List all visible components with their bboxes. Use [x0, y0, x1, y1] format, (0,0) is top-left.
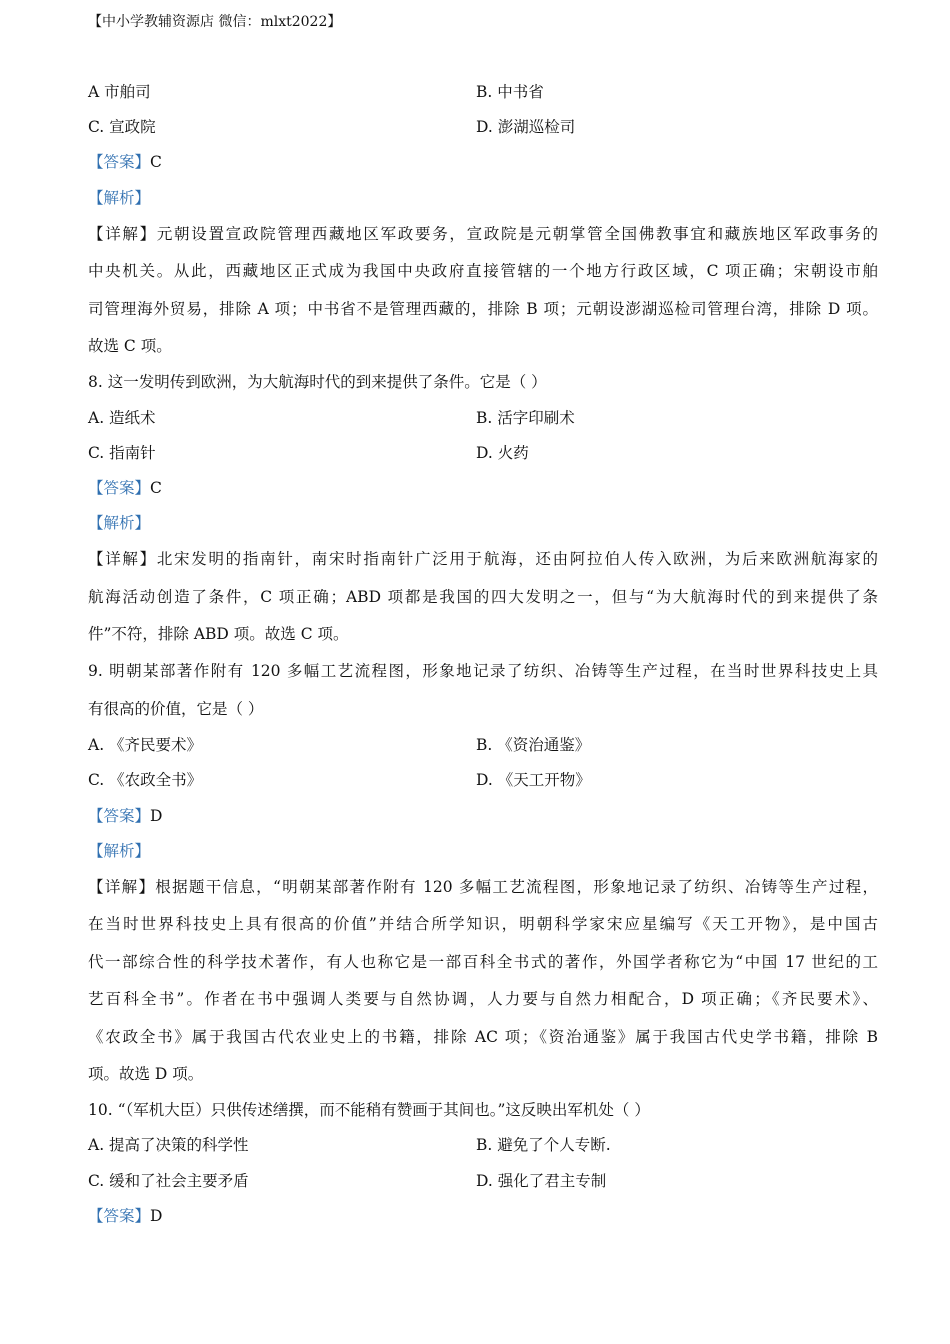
detail-text: 根据题干信息，“明朝某部著作附有 120 多幅工艺流程图，形象地记录了纺织、冶铸等生产过程， — [155, 877, 878, 896]
q10-answer — [88, 1199, 878, 1234]
q9-detail-line: 《农政全书》属于我国古代农业史上的书籍，排除 AC 项；《资治通鉴》属于我国古代史学书籍，排除 B — [88, 1027, 878, 1046]
q8-detail-line: 件”不符，排除 ABD 项。故选 C 项。 — [88, 625, 349, 644]
q8-analysis-heading — [88, 506, 878, 541]
q9-options-row-2 — [88, 763, 878, 798]
answer-tag: 【答案】 — [88, 806, 151, 825]
q9-option-b: B. 《资治通鉴》 — [476, 736, 591, 755]
q7-answer — [88, 145, 878, 180]
q9-detail-line: 代一部综合性的科学技术著作，有人也称它是一部百科全书式的著作，外国学者称它为“中国 17 世纪的工 — [88, 952, 878, 971]
analysis-tag: 【解析】 — [88, 514, 151, 533]
q7-options-row-1 — [88, 75, 878, 110]
detail-tag: 【详解】 — [88, 550, 157, 569]
q8-option-d: D. 火药 — [476, 443, 529, 462]
q8-detail-line: 航海活动创造了条件，C 项正确；ABD 项都是我国的四大发明之一，但与“为大航海时代的到来提供了条 — [88, 587, 878, 606]
q9-options-row-1 — [88, 728, 878, 763]
q8-stem: 8. 这一发明传到欧洲，为大航海时代的到来提供了条件。它是（ ） — [88, 373, 547, 392]
q7-option-b: B. 中书省 — [476, 83, 544, 101]
q10-options-row-1 — [88, 1128, 878, 1163]
q9-detail-line: 艺百科全书”。作者在书中强调人类要与自然协调，人力要与自然力相配合，D 项正确；《齐民要术》、 — [88, 990, 878, 1009]
q8-option-a: A. 造纸术 — [88, 408, 156, 427]
detail-text: 元朝设置宣政院管理西藏地区军政要务，宣政院是元朝掌管全国佛教事宜和藏族地区军政事务的 — [156, 224, 878, 243]
q7-analysis-heading — [88, 181, 878, 216]
q8-answer — [88, 471, 878, 506]
q9-stem-line: 有很高的价值，它是（ ） — [88, 699, 264, 718]
q9-detail-line: 在当时世界科技史上具有很高的价值”并结合所学知识，明朝科学家宋应星编写《天工开物》，是中国古 — [88, 915, 878, 934]
q9-analysis-heading — [88, 834, 878, 869]
q10-option-a: A. 提高了决策的科学性 — [88, 1136, 249, 1155]
q8-options-row-2 — [88, 436, 878, 471]
answer-value: C — [150, 478, 162, 497]
q9-option-c: C. 《农政全书》 — [88, 771, 203, 790]
answer-value: C — [150, 153, 162, 172]
q9-option-a: A. 《齐民要术》 — [88, 736, 203, 755]
q7-option-c: C. 宣政院 — [88, 118, 156, 137]
document-body — [88, 75, 878, 1234]
q10-stem: 10. “（军机大臣）只供传述缮撰，而不能稍有赞画于其间也。”这反映出军机处（ ） — [88, 1101, 650, 1120]
q10-option-c: C. 缓和了社会主要矛盾 — [88, 1171, 249, 1190]
q7-detail-line: 中央机关。从此，西藏地区正式成为我国中央政府直接管辖的一个地方行政区域，C 项正确；宋朝设市舶 — [88, 262, 878, 281]
analysis-tag: 【解析】 — [88, 188, 151, 207]
q10-option-b: B. 避免了个人专断. — [476, 1136, 611, 1155]
q9-detail-line: 项。故选 D 项。 — [88, 1064, 204, 1083]
q8-options-row-1 — [88, 401, 878, 436]
q7-option-a: A 市舶司 — [88, 83, 151, 101]
detail-tag: 【详解】 — [88, 224, 157, 243]
answer-tag: 【答案】 — [88, 1206, 151, 1225]
analysis-tag: 【解析】 — [88, 841, 151, 860]
answer-tag: 【答案】 — [88, 478, 151, 497]
answer-value: D — [150, 1206, 163, 1225]
answer-tag: 【答案】 — [88, 153, 151, 172]
detail-text: 北宋发明的指南针，南宋时指南针广泛用于航海，还由阿拉伯人传入欧洲，为后来欧洲航海家的 — [156, 550, 878, 569]
q7-option-d: D. 澎湖巡检司 — [476, 118, 576, 137]
q7-detail-line: 故选 C 项。 — [88, 336, 172, 355]
q8-detail-line — [88, 541, 878, 578]
q8-option-b: B. 活字印刷术 — [476, 408, 575, 427]
q10-options-row-2 — [88, 1164, 878, 1199]
q10-option-d: D. 强化了君主专制 — [476, 1171, 607, 1190]
page-header: 【中小学教辅资源店 微信：mlxt2022】 — [88, 14, 342, 30]
q8-option-c: C. 指南针 — [88, 443, 156, 462]
q7-options-row-2 — [88, 110, 878, 145]
detail-tag: 【详解】 — [88, 877, 156, 896]
q7-detail-line — [88, 216, 878, 253]
q7-detail-line: 司管理海外贸易，排除 A 项；中书省不是管理西藏的，排除 B 项；元朝设澎湖巡检司管理台湾，排除 D 项。 — [88, 299, 878, 318]
q9-detail-line — [88, 869, 878, 906]
answer-value: D — [150, 806, 163, 825]
q9-answer — [88, 799, 878, 834]
q9-option-d: D. 《天工开物》 — [476, 771, 591, 790]
q9-stem-line: 9. 明朝某部著作附有 120 多幅工艺流程图，形象地记录了纺织、冶铸等生产过程，在当时世界科技史上具 — [88, 662, 878, 681]
